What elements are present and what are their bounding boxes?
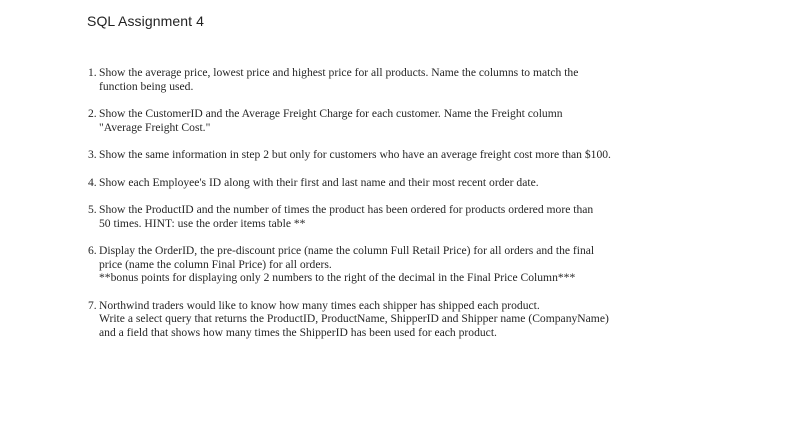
- assignment-list: [88, 66, 788, 339]
- item-text-line: Show the average price, lowest price and highest price for all products. Name the columns to match the: [99, 66, 579, 79]
- item-text-line: Show the same information in step 2 but only for customers who have an average freight cost more than $100.: [99, 148, 611, 161]
- item-number: 4.: [88, 175, 97, 189]
- item-number: 7.: [88, 298, 97, 312]
- item-number: 5.: [88, 203, 97, 216]
- item-number: 3.: [88, 148, 97, 161]
- item-text-line: Show the CustomerID and the Average Freight Charge for each customer. Name the Freight column: [99, 107, 563, 120]
- item-text-line: Show the ProductID and the number of times the product has been ordered for products ordered more than: [99, 203, 594, 216]
- item-text-line: Write a select query that returns the ProductID, ProductName, ShipperID and Shipper name (CompanyName): [99, 312, 609, 325]
- item-text-line: price (name the column Final Price) for all orders.: [99, 257, 332, 271]
- list-item: [88, 176, 788, 190]
- list-item: [88, 148, 788, 162]
- list-item: [88, 244, 788, 285]
- item-number: 6.: [88, 244, 97, 257]
- item-text-line: function being used.: [99, 79, 194, 93]
- document-title: SQL Assignment 4: [87, 13, 205, 29]
- list-item: [88, 299, 788, 340]
- item-number: 2.: [88, 107, 97, 120]
- item-text-line: and a field that shows how many times the ShipperID has been used for each product.: [99, 325, 497, 339]
- item-text-line: **bonus points for displaying only 2 numbers to the right of the decimal in the Final Price Column***: [99, 271, 576, 284]
- item-number: 1.: [88, 66, 97, 79]
- list-item: [88, 203, 788, 230]
- item-text-line: Show each Employee's ID along with their first and last name and their most recent order date.: [99, 175, 539, 189]
- item-text-line: Northwind traders would like to know how many times each shipper has shipped each product.: [99, 298, 540, 312]
- item-text-line: "Average Freight Cost.": [99, 120, 211, 134]
- list-item: [88, 66, 788, 93]
- list-item: [88, 107, 788, 134]
- item-text-line: Display the OrderID, the pre-discount price (name the column Full Retail Price) for all orders and the final: [99, 244, 595, 257]
- item-text-line: 50 times. HINT: use the order items table **: [99, 216, 306, 230]
